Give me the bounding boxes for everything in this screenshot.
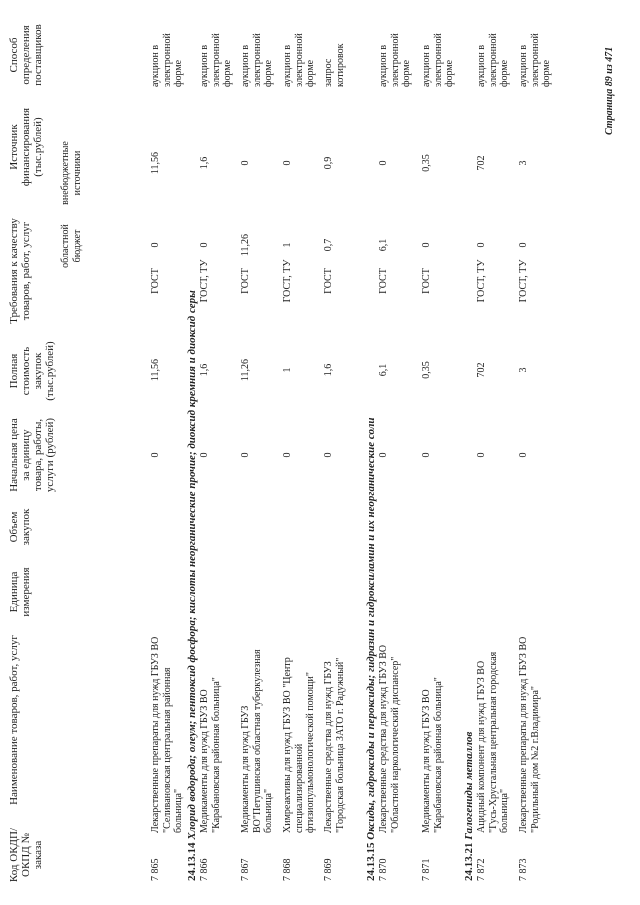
row-offbudget: 702	[476, 155, 487, 171]
row-offbudget: 1,6	[199, 156, 210, 170]
row-no: 7 872	[476, 858, 487, 881]
header-total: Полная стоимость закупок (тыс.рублей)	[8, 341, 56, 401]
row-method: запрос котировок	[323, 43, 346, 87]
row-offbudget: 0,9	[323, 156, 334, 170]
row-method: аукцион в электронной форме	[282, 33, 316, 87]
row-method: аукцион в электронной форме	[378, 33, 412, 87]
row-regional: 0,7	[323, 238, 334, 252]
row-quality: ГОСТ, ТУ	[199, 259, 210, 303]
row-method: аукцион в электронной форме	[518, 33, 552, 87]
row-method: аукцион в электронной форме	[150, 33, 184, 87]
row-name: Лекарственные препараты для нужд ГБУЗ ВО "Родильный дом №2 г.Владимира"	[518, 636, 541, 833]
group-heading	[463, 732, 475, 881]
header-name: Наименование товаров, работ, услуг	[8, 635, 20, 805]
header-price: Начальная цена за единицу товара, работы, услуги (рублей)	[8, 417, 56, 493]
row-price: 0	[282, 452, 293, 458]
row-regional: 11,26	[240, 233, 251, 257]
group-heading	[186, 290, 198, 881]
row-quality: ГОСТ	[240, 268, 251, 294]
row-total: 3	[518, 367, 529, 373]
row-offbudget: 0	[282, 160, 293, 166]
row-method: аукцион в электронной форме	[421, 33, 455, 87]
row-regional: 0	[199, 242, 210, 248]
row-no: 7 873	[518, 858, 529, 881]
row-price: 0	[199, 452, 210, 458]
row-quality: ГОСТ	[323, 268, 334, 294]
header-volume: Объем закупок	[8, 508, 32, 546]
row-no: 7 867	[240, 858, 251, 881]
row-price: 0	[518, 452, 529, 458]
row-regional: 0	[421, 242, 432, 248]
row-price: 0	[323, 452, 334, 458]
row-no: 7 865	[150, 858, 161, 881]
row-regional: 0	[518, 242, 529, 248]
row-no: 7 871	[421, 858, 432, 881]
row-quality: ГОСТ, ТУ	[518, 259, 529, 303]
row-price: 0	[476, 452, 487, 458]
row-name: Лекарственные средства для нужд ГБУЗ "Городская больница ЗАТО г. Радужный"	[323, 657, 346, 833]
row-name: Лекарственные препараты для нужд ГБУЗ ВО "Селивановская центральная районная больница"	[150, 636, 184, 833]
row-name: Ацидный компонент для нужд ГБУЗ ВО "Гусь-Хрустальная центральная городская больница"	[476, 651, 510, 833]
row-offbudget: 3	[518, 160, 529, 166]
row-total: 1,6	[323, 363, 334, 377]
row-price: 0	[150, 452, 161, 458]
row-quality: ГОСТ	[150, 268, 161, 294]
row-price: 0	[378, 452, 389, 458]
header-offbudget: внебюджетные источники	[60, 141, 83, 205]
row-offbudget: 0	[240, 160, 251, 166]
row-quality: ГОСТ	[378, 268, 389, 294]
row-regional: 1	[282, 242, 293, 248]
row-regional: 0	[150, 242, 161, 248]
row-total: 1,6	[199, 363, 210, 377]
row-name: Медикаменты для нужд ГБУЗ ВО "Карабановская районная больница"	[199, 677, 222, 833]
header-funding: Источник финансирования (тыс.рублей)	[8, 107, 44, 187]
row-name: Химреактивы для нужд ГБУЗ ВО "Центр специализированной фтизиопульмонологической помощи"	[282, 657, 316, 833]
header-unit: Единица измерения	[8, 567, 32, 617]
row-regional: 0	[476, 242, 487, 248]
header-code: Код ОКДП/ ОКПД № заказа	[8, 827, 44, 883]
row-no: 7 869	[323, 858, 334, 881]
row-price: 0	[240, 452, 251, 458]
row-method: аукцион в электронной форме	[199, 33, 233, 87]
row-no: 7 868	[282, 858, 293, 881]
row-name: Медикаменты для нужд ГБУЗ ВО "Карабановская районная больница"	[421, 677, 444, 833]
group-code: 24.13.14	[186, 842, 198, 881]
header-regional: областной бюджет	[60, 224, 83, 268]
group-title: Хлорид водорода; олеум; пентоксид фосфора; кислоты неорганические прочие; диоксид кремния и диоксид серы	[186, 290, 198, 840]
group-title: Оксиды, гидроксиды и пероксиды; гидразин и гидроксиламин и их неорганические соли	[365, 417, 377, 840]
row-offbudget: 0	[378, 160, 389, 166]
group-title: Галогениды металлов	[463, 731, 475, 840]
header-quality: Требования к качеству товаров, работ, услуг	[8, 218, 32, 324]
row-total: 11,26	[240, 358, 251, 382]
row-method: аукцион в электронной форме	[240, 33, 274, 87]
row-quality: ГОСТ, ТУ	[476, 259, 487, 303]
page-footer: Страница 89 из 471	[604, 46, 615, 135]
row-total: 11,56	[150, 358, 161, 382]
group-code: 24.13.21	[463, 842, 475, 881]
row-method: аукцион в электронной форме	[476, 33, 510, 87]
row-quality: ГОСТ	[421, 268, 432, 294]
row-total: 6,1	[378, 363, 389, 377]
row-total: 1	[282, 367, 293, 373]
header-method: Способ определения поставщиков	[8, 24, 44, 86]
row-name: Медикаменты для нужд ГБУЗ ВО"Петушинская областная туберкулезная больница"	[240, 649, 274, 833]
group-heading	[365, 418, 377, 882]
group-code: 24.13.15	[365, 842, 377, 881]
row-name: Лекарственные средства для нужд ГБУЗ ВО "Областной наркологический диспансер"	[378, 644, 401, 833]
row-no: 7 870	[378, 858, 389, 881]
row-regional: 6,1	[378, 238, 389, 252]
row-quality: ГОСТ, ТУ	[282, 259, 293, 303]
row-offbudget: 11,56	[150, 151, 161, 175]
row-total: 0,35	[421, 361, 432, 379]
row-total: 702	[476, 362, 487, 378]
row-offbudget: 0,35	[421, 154, 432, 172]
row-price: 0	[421, 452, 432, 458]
row-no: 7 866	[199, 858, 210, 881]
